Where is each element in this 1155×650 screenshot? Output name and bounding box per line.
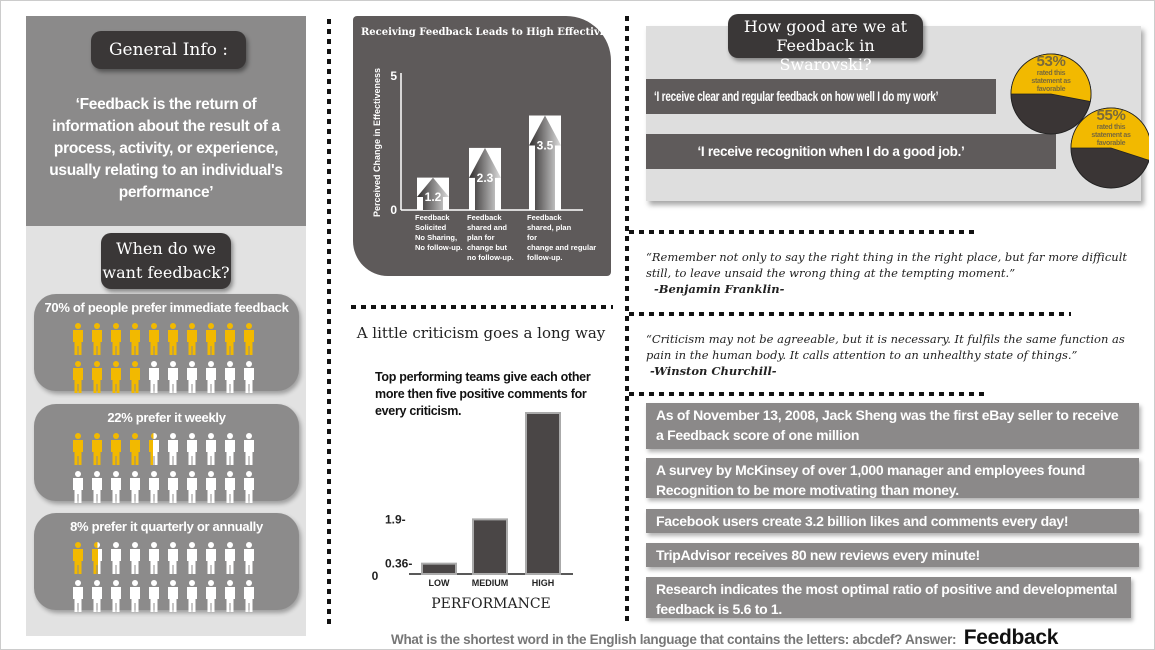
person-head xyxy=(113,471,119,477)
person-body xyxy=(206,440,216,465)
person-icon xyxy=(91,542,103,574)
fact-facebook: Facebook users create 3.2 billion likes and comments every day! xyxy=(646,509,1139,533)
person-body xyxy=(244,330,254,355)
person-body xyxy=(73,587,83,612)
person-icon xyxy=(110,361,122,393)
person-body xyxy=(206,330,216,355)
person-icon xyxy=(72,580,84,612)
person-icon xyxy=(91,361,103,393)
quote-churchill xyxy=(646,331,1151,379)
person-icon xyxy=(243,542,255,574)
person-body xyxy=(225,587,235,612)
person-body xyxy=(73,478,83,503)
person-head xyxy=(151,433,157,439)
person-head xyxy=(75,433,81,439)
person-body xyxy=(206,368,216,393)
person-body xyxy=(244,368,254,393)
trivia-question: What is the shortest word in the English language that contains the letters: abcdef? Answer: xyxy=(391,632,957,647)
person-head xyxy=(189,471,195,477)
category-label: No Sharing, xyxy=(415,233,458,242)
person-head xyxy=(246,580,252,586)
person-head xyxy=(151,471,157,477)
category-label: change but xyxy=(467,243,508,252)
bar xyxy=(526,413,560,574)
person-head xyxy=(151,542,157,548)
person-icon xyxy=(129,323,141,355)
person-head xyxy=(75,471,81,477)
person-icon xyxy=(129,542,141,574)
person-icon xyxy=(72,542,84,574)
divider xyxy=(629,392,989,396)
y-axis-label: Perceived Change in Effectiveness xyxy=(372,67,382,218)
person-body xyxy=(130,330,140,355)
pie-percent: 53% xyxy=(1036,53,1066,70)
person-body xyxy=(168,478,178,503)
person-head xyxy=(208,433,214,439)
bar-value-label: 3.5 xyxy=(536,138,554,153)
bar xyxy=(473,519,507,574)
person-icon xyxy=(129,433,141,465)
survey-title: How good are we at Feedback in Swarovski? xyxy=(728,14,923,58)
category-label: follow-up. xyxy=(527,253,563,262)
person-body xyxy=(149,549,159,574)
person-head xyxy=(113,433,119,439)
criticism-subtitle: Top performing teams give each other more then five positive comments for every criticism. xyxy=(375,370,591,418)
person-icon xyxy=(224,580,236,612)
person-body xyxy=(92,549,102,574)
quote-author: -Benjamin Franklin- xyxy=(654,282,785,296)
category-label: Feedback xyxy=(415,213,450,222)
person-head xyxy=(227,542,233,548)
person-head xyxy=(94,323,100,329)
person-body xyxy=(225,549,235,574)
category-label: no follow-up. xyxy=(467,253,514,262)
y-tick: 0 xyxy=(371,569,379,583)
quote-text: “Remember not only to say the right thing in the right place, but far more difficult still, to leave unsaid the wrong thing at the tempting moment.” xyxy=(646,250,1128,280)
person-body xyxy=(168,440,178,465)
person-head xyxy=(227,471,233,477)
person-icon xyxy=(148,542,160,574)
fact-mckinsey: A survey by McKinsey of over 1,000 manager and employees found Recognition to be more motivating than money. xyxy=(646,458,1139,498)
person-icon xyxy=(129,471,141,503)
person-icon xyxy=(72,471,84,503)
person-icon xyxy=(167,323,179,355)
person-head xyxy=(151,323,157,329)
person-head xyxy=(208,580,214,586)
category-label: shared, plan xyxy=(527,223,572,232)
card-label: 70% of people prefer immediate feedback xyxy=(44,300,289,315)
card-label: 22% prefer it weekly xyxy=(107,410,226,425)
category-label: shared and xyxy=(467,223,508,232)
person-icon xyxy=(224,361,236,393)
person-body xyxy=(225,440,235,465)
person-head xyxy=(246,361,252,367)
person-icon xyxy=(167,433,179,465)
person-icon xyxy=(110,542,122,574)
category-label: plan for xyxy=(467,233,495,242)
person-icon xyxy=(129,580,141,612)
trivia-answer: Feedback xyxy=(963,626,1059,649)
person-body xyxy=(130,440,140,465)
person-body xyxy=(244,549,254,574)
x-tick-label: MEDIUM xyxy=(471,578,509,588)
general-info-title: General Info : xyxy=(91,31,246,69)
pie-label-1 xyxy=(1011,53,1091,94)
person-head xyxy=(246,433,252,439)
person-body xyxy=(73,330,83,355)
person-head xyxy=(246,542,252,548)
person-body xyxy=(111,330,121,355)
person-icon xyxy=(205,580,217,612)
person-icon xyxy=(186,580,198,612)
category-label: change and regular xyxy=(527,243,597,252)
person-head xyxy=(94,471,100,477)
person-body xyxy=(187,549,197,574)
person-icon xyxy=(72,433,84,465)
person-body xyxy=(111,587,121,612)
person-head xyxy=(113,361,119,367)
person-body xyxy=(73,440,83,465)
person-head xyxy=(227,580,233,586)
person-body xyxy=(92,330,102,355)
person-head xyxy=(113,580,119,586)
person-body xyxy=(130,368,140,393)
category-label: Solicited xyxy=(415,223,447,232)
pie-percent: 55% xyxy=(1096,107,1126,124)
person-icon xyxy=(91,433,103,465)
person-head xyxy=(170,323,176,329)
person-icon xyxy=(148,323,160,355)
divider xyxy=(625,16,629,621)
person-head xyxy=(189,542,195,548)
person-icon xyxy=(186,542,198,574)
survey-statement-1: ‘I receive clear and regular feedback on how well I do my work’ xyxy=(654,89,939,104)
person-icon xyxy=(186,323,198,355)
feedback-definition: ‘Feedback is the return of information about the result of a process, activity, or experience, usually relating to an individual's performance’ xyxy=(49,96,283,201)
person-body xyxy=(187,440,197,465)
divider xyxy=(327,19,331,624)
pie-label-2 xyxy=(1071,107,1151,148)
person-head xyxy=(208,471,214,477)
x-tick-label: LOW xyxy=(428,578,450,588)
person-body xyxy=(244,587,254,612)
divider xyxy=(351,305,613,309)
person-icon xyxy=(110,471,122,503)
person-icon xyxy=(167,361,179,393)
person-icon xyxy=(167,580,179,612)
category-label: for xyxy=(527,233,537,242)
person-body xyxy=(92,368,102,393)
person-icon xyxy=(72,361,84,393)
person-body xyxy=(206,587,216,612)
person-body xyxy=(225,368,235,393)
person-icon xyxy=(243,580,255,612)
person-head xyxy=(75,542,81,548)
person-body xyxy=(168,549,178,574)
fact-ebay: As of November 13, 2008, Jack Sheng was the first eBay seller to receive a Feedback score of one million xyxy=(646,403,1139,449)
y-tick: 0 xyxy=(390,203,397,217)
preference-card-quarterly xyxy=(34,513,299,610)
person-body xyxy=(187,478,197,503)
person-body xyxy=(149,478,159,503)
person-body xyxy=(206,478,216,503)
person-icon xyxy=(243,361,255,393)
person-head xyxy=(75,361,81,367)
person-head xyxy=(94,433,100,439)
divider xyxy=(629,312,1071,316)
person-body xyxy=(92,440,102,465)
person-head xyxy=(208,323,214,329)
bar-value-label: 1.2 xyxy=(424,190,442,205)
preference-card-weekly xyxy=(34,404,299,501)
when-title: When do we want feedback? xyxy=(101,233,231,289)
person-head xyxy=(132,542,138,548)
person-body xyxy=(244,440,254,465)
person-icon xyxy=(205,323,217,355)
quote-author: -Winston Churchill- xyxy=(650,364,777,378)
person-icon xyxy=(205,471,217,503)
person-head xyxy=(189,580,195,586)
person-head xyxy=(170,542,176,548)
person-head xyxy=(151,580,157,586)
x-axis-label: PERFORMANCE xyxy=(431,596,551,612)
person-body xyxy=(168,368,178,393)
person-head xyxy=(132,361,138,367)
person-icon xyxy=(243,471,255,503)
person-head xyxy=(132,471,138,477)
category-label: No follow-up. xyxy=(415,243,463,252)
x-tick-label: HIGH xyxy=(531,578,555,588)
bar-value-label: 2.3 xyxy=(476,170,494,185)
person-body xyxy=(225,478,235,503)
person-body xyxy=(187,330,197,355)
criticism-title: A little criticism goes a long way xyxy=(356,324,606,342)
person-head xyxy=(227,323,233,329)
person-body xyxy=(187,368,197,393)
person-body xyxy=(206,549,216,574)
person-body xyxy=(92,587,102,612)
person-head xyxy=(75,323,81,329)
person-body xyxy=(73,549,83,574)
person-icon xyxy=(186,361,198,393)
effectiveness-chart-panel xyxy=(353,16,625,276)
person-head xyxy=(75,580,81,586)
person-icon xyxy=(148,580,160,612)
bar xyxy=(422,564,456,574)
person-body xyxy=(168,330,178,355)
person-icon xyxy=(186,471,198,503)
trivia xyxy=(391,626,1058,650)
person-icon xyxy=(148,471,160,503)
person-body xyxy=(130,478,140,503)
person-body xyxy=(111,478,121,503)
y-tick: 0.36- xyxy=(385,556,413,571)
person-icon xyxy=(205,361,217,393)
person-icon xyxy=(224,542,236,574)
person-head xyxy=(246,471,252,477)
quote-franklin xyxy=(646,249,1151,297)
person-body xyxy=(149,368,159,393)
fact-ratio: Research indicates the most optimal ratio of positive and developmental feedback is 5.6 to 1. xyxy=(646,577,1131,618)
person-body xyxy=(73,368,83,393)
fact-tripadvisor: TripAdvisor receives 80 new reviews every minute! xyxy=(646,543,1139,567)
person-head xyxy=(113,542,119,548)
person-head xyxy=(208,361,214,367)
person-icon xyxy=(110,433,122,465)
person-icon xyxy=(72,323,84,355)
person-body xyxy=(187,587,197,612)
card-label: 8% prefer it quarterly or annually xyxy=(70,519,263,534)
person-icon xyxy=(110,323,122,355)
person-body xyxy=(225,330,235,355)
preference-card-immediate xyxy=(34,294,299,391)
person-icon xyxy=(224,433,236,465)
person-body xyxy=(168,587,178,612)
person-icon xyxy=(243,323,255,355)
person-icon xyxy=(91,323,103,355)
person-head xyxy=(246,323,252,329)
person-body xyxy=(244,478,254,503)
person-head xyxy=(94,580,100,586)
person-icon xyxy=(148,433,160,465)
person-icon xyxy=(91,471,103,503)
divider xyxy=(629,230,977,234)
category-label: Feedback xyxy=(527,213,562,222)
person-icon xyxy=(148,361,160,393)
person-icon xyxy=(224,471,236,503)
person-head xyxy=(189,433,195,439)
person-icon xyxy=(186,433,198,465)
person-body xyxy=(111,368,121,393)
person-head xyxy=(94,542,100,548)
y-tick: 5 xyxy=(390,69,397,83)
person-icon xyxy=(205,542,217,574)
person-body xyxy=(149,330,159,355)
person-head xyxy=(227,361,233,367)
person-head xyxy=(113,323,119,329)
pie-caption: rated this statement as favorable xyxy=(1091,124,1131,147)
person-body xyxy=(149,440,159,465)
survey-statement-2: ‘I receive recognition when I do a good job.’ xyxy=(646,134,1056,169)
person-body xyxy=(130,549,140,574)
person-body xyxy=(92,478,102,503)
person-head xyxy=(170,471,176,477)
person-head xyxy=(132,323,138,329)
category-label: Feedback xyxy=(467,213,502,222)
person-head xyxy=(170,433,176,439)
person-body xyxy=(149,587,159,612)
person-body xyxy=(111,440,121,465)
pie-caption: rated this statement as favorable xyxy=(1031,70,1071,93)
person-head xyxy=(189,361,195,367)
person-icon xyxy=(110,580,122,612)
quote-text: “Criticism may not be agreeable, but it is necessary. It fulfils the same function as pain in the human body. It calls attention to an unhealthy state of things.” xyxy=(646,332,1125,362)
person-icon xyxy=(243,433,255,465)
effectiveness-chart xyxy=(353,16,611,276)
person-body xyxy=(111,549,121,574)
person-body xyxy=(130,587,140,612)
person-icon xyxy=(129,361,141,393)
person-head xyxy=(170,361,176,367)
person-head xyxy=(227,433,233,439)
person-icon xyxy=(91,580,103,612)
person-head xyxy=(132,433,138,439)
person-head xyxy=(151,361,157,367)
y-tick: 1.9- xyxy=(385,512,406,527)
person-head xyxy=(170,580,176,586)
person-head xyxy=(189,323,195,329)
person-head xyxy=(132,580,138,586)
person-icon xyxy=(205,433,217,465)
person-icon xyxy=(224,323,236,355)
person-head xyxy=(208,542,214,548)
chart-title: Receiving Feedback Leads to High Effectivness xyxy=(361,27,625,38)
person-icon xyxy=(167,471,179,503)
person-head xyxy=(94,361,100,367)
person-icon xyxy=(167,542,179,574)
survey-statement-1-bar xyxy=(646,79,996,114)
